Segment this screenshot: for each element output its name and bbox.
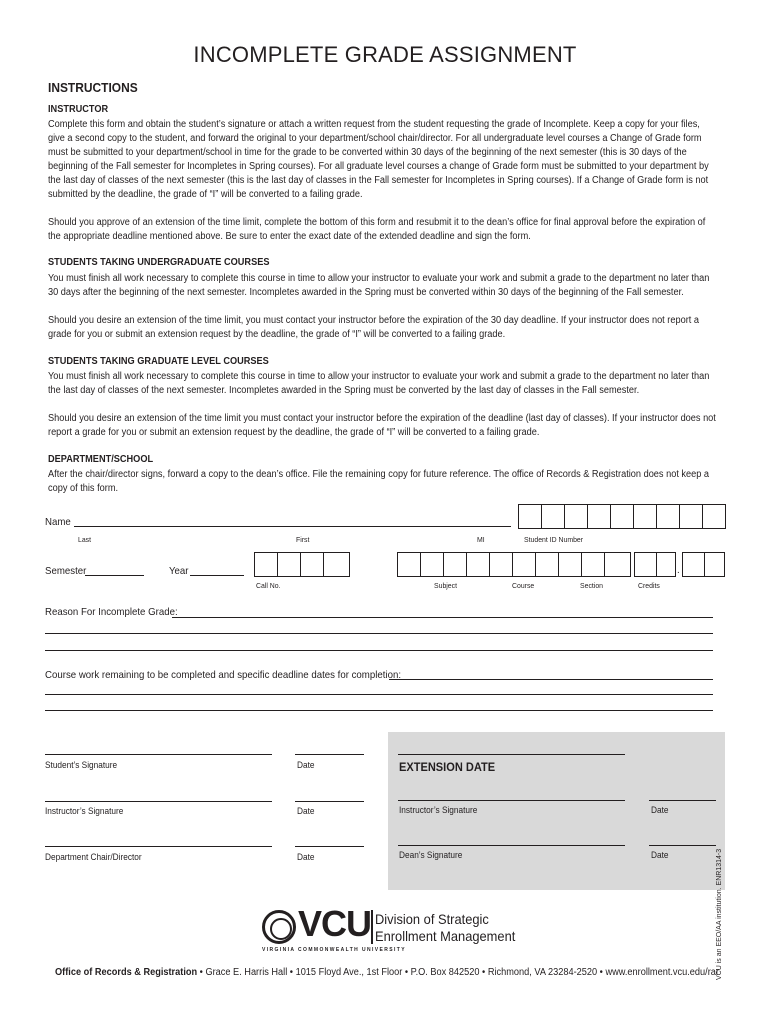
- student-id-boxes[interactable]: [518, 504, 726, 529]
- year-field[interactable]: [190, 575, 244, 576]
- footer-address-text: • Grace E. Harris Hall • 1015 Floyd Ave., 1st Floor • P.O. Box 842520 • Richmond, VA 23284-2520 • www.enrollment.vcu.edu/rar: [197, 967, 719, 978]
- student-id-caption: Student ID Number: [524, 535, 584, 544]
- footer-office: Office of Records & Registration: [55, 967, 198, 978]
- reason-field-line-2[interactable]: [45, 633, 713, 634]
- extension-instructor-date-caption: Date: [651, 805, 669, 815]
- subject-course-section-boxes[interactable]: [397, 552, 631, 577]
- credits-caption: Credits: [638, 581, 660, 590]
- coursework-label: Course work remaining to be completed and specific deadline dates for completion:: [45, 669, 402, 681]
- instructor-date-caption: Date: [297, 806, 315, 816]
- department-paragraph: After the chair/director signs, forward a copy to the dean’s office. File the remaining copy for future reference. The office of Records & Registration does not keep a copy of this form.: [48, 469, 710, 494]
- logo-division-line-1: Division of Strategic: [375, 911, 489, 927]
- instructor-date-line[interactable]: [295, 801, 364, 802]
- name-label: Name: [45, 516, 71, 528]
- semester-field[interactable]: [85, 575, 144, 576]
- instructor-paragraph-2: Should you approve of an extension of the time limit, complete the bottom of this form and resubmit it to the dean’s office for final approval before the expiration of the appropriate deadline mentioned above. Be sure to enter the exact date of the extended deadline and sign the form.: [48, 217, 706, 242]
- student-signature-line[interactable]: [45, 754, 272, 755]
- logo-division-line-2: Enrollment Management: [375, 928, 516, 944]
- chair-date-line[interactable]: [295, 846, 364, 847]
- coursework-field-line-1[interactable]: [389, 679, 713, 680]
- instructor-paragraph-1: Complete this form and obtain the student’s signature or attach a written request from the student requesting the grade of Incomplete. Keep a copy for your files, give a second copy to the student, and forward the original to your department/school chair/director. For all undergraduate level courses a Change of Grade form must be submitted to your department/school in time for the grade to be converted within 30 days of the beginning of the next semester (this is 30 days of the beginning of the Fall semester for Incompletes in Spring courses). For all graduate level courses a change of Grade form must be submitted to your department by the last day of classes of the next semester (this is the last day of classes in the Fall semester for Incompletes in Spring courses). If a Change of Grade form is not submitted by the deadline, the grade of “I” will be converted to a failing grade.: [48, 119, 709, 200]
- undergrad-paragraph-2: Should you desire an extension of the time limit, you must contact your instructor before the expiration of the 30 day deadline. If your instructor does not report a grade for you or submit an extension request by the deadline, the grade of “I” will be converted to a failing grade.: [48, 315, 700, 340]
- undergrad-paragraph-1: You must finish all work necessary to complete this course in time to allow your instructor to evaluate your work and submit a grade to the department no later than 30 days after the beginning of the next semester. Incompletes awarded in the Spring must be converted within 30 days of the beginning of the Fall semester.: [48, 273, 710, 298]
- first-name-caption: First: [296, 535, 310, 544]
- graduate-paragraph-1: You must finish all work necessary to complete this course in time to allow your instructor to evaluate your work and submit a grade to the department no later than the last day of classes of the next semester. Incompletes awarded in the Spring must be converted by the last day of classes in the Fall semester.: [48, 371, 710, 396]
- side-note: VCU is an EEO/AA institution. ENR1314-3: [716, 848, 723, 980]
- extension-instructor-signature-caption: Instructor’s Signature: [399, 805, 478, 815]
- extension-instructor-signature-line[interactable]: [398, 800, 625, 801]
- year-label: Year: [169, 565, 189, 577]
- dean-date-caption: Date: [651, 850, 669, 860]
- section-caption: Section: [580, 581, 604, 590]
- student-signature-caption: Student’s Signature: [45, 760, 118, 770]
- footer-address: [55, 967, 719, 978]
- page-title: INCOMPLETE GRADE ASSIGNMENT: [193, 42, 577, 67]
- dean-date-line[interactable]: [649, 845, 716, 846]
- call-number-boxes[interactable]: [254, 552, 350, 577]
- middle-initial-caption: MI: [477, 535, 485, 544]
- semester-label: Semester: [45, 565, 87, 577]
- instructor-signature-line[interactable]: [45, 801, 272, 802]
- logo-tagline: VIRGINIA COMMONWEALTH UNIVERSITY: [262, 947, 406, 953]
- student-date-line[interactable]: [295, 754, 364, 755]
- reason-field-line-1[interactable]: [172, 617, 713, 618]
- student-date-caption: Date: [297, 760, 315, 770]
- undergrad-heading: STUDENTS TAKING UNDERGRADUATE COURSES: [48, 257, 270, 268]
- graduate-heading: STUDENTS TAKING GRADUATE LEVEL COURSES: [48, 356, 269, 367]
- extension-instructor-date-line[interactable]: [649, 800, 716, 801]
- reason-field-line-3[interactable]: [45, 650, 713, 651]
- dean-signature-caption: Dean’s Signature: [399, 850, 463, 860]
- instructions-heading: INSTRUCTIONS: [48, 80, 138, 95]
- graduate-paragraph-2: Should you desire an extension of the time limit you must contact your instructor before the expiration of the deadline (last day of classes). If your instructor does not report a grade for you or submit an extension request by the deadline, the grade of “I” will be converted to a failing grade.: [48, 413, 716, 438]
- reason-label: Reason For Incomplete Grade:: [45, 606, 178, 618]
- coursework-field-line-2[interactable]: [45, 694, 713, 695]
- extension-date-field[interactable]: [398, 754, 625, 755]
- extension-date-heading: EXTENSION DATE: [399, 760, 496, 774]
- last-name-caption: Last: [78, 535, 92, 544]
- chair-signature-caption: Department Chair/Director: [45, 852, 142, 862]
- vcu-seal-icon: [262, 910, 296, 944]
- dean-signature-line[interactable]: [398, 845, 625, 846]
- chair-date-caption: Date: [297, 852, 315, 862]
- department-heading: DEPARTMENT/SCHOOL: [48, 454, 154, 465]
- subject-caption: Subject: [434, 581, 458, 590]
- name-field[interactable]: [74, 526, 511, 527]
- instructor-signature-caption: Instructor’s Signature: [45, 806, 124, 816]
- credits-decimal-point: .: [677, 564, 680, 576]
- instructor-heading: INSTRUCTOR: [48, 104, 109, 115]
- call-number-caption: Call No.: [256, 581, 281, 590]
- course-caption: Course: [512, 581, 535, 590]
- credits-whole-boxes[interactable]: [634, 552, 676, 577]
- vcu-logo-mark: VCU: [298, 903, 372, 944]
- chair-signature-line[interactable]: [45, 846, 272, 847]
- coursework-field-line-3[interactable]: [45, 710, 713, 711]
